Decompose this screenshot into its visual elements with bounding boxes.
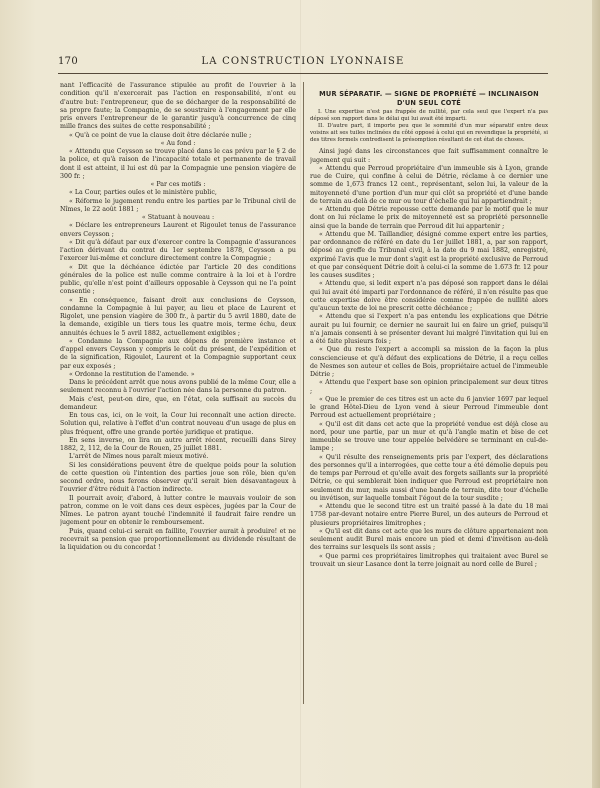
paragraph: « Déclare les entrepreneurs Laurent et Rigoulet tenus de l'assurance envers Ceysson ; — [60, 222, 296, 238]
paragraph: « Dit que la déchéance édictée par l'article 20 des conditions générales de la police est nulle comme contraire à la loi et à l'ordre public, qu'elle n'est point d'ailleurs opposable à Ceysson qui ne l'a point consentie ; — [60, 263, 296, 296]
paragraph: « Attendu que, si ledit expert n'a pas déposé son rapport dans le délai qui lui avait été imparti par l'ordonnance de référé, il n'en résulte pas que cette expertise doive être considérée comme frappée de nullité alors qu'aucun texte de loi ne prescrit cette déchéance ; — [310, 280, 548, 313]
paragraph: En sens inverse, on lira un autre arrêt récent, recueilli dans Sirey 1882, 2, 112, de la Cour de Rouen, 25 juillet 1881. — [60, 436, 296, 452]
article-summary — [310, 109, 548, 144]
summary-paragraph: II. D'autre part, il importe peu que le sommité d'un mur séparatif entre deux voisins ait ses tuiles inclinées du côté opposé à celui qui en revendique la propriété, si des titres formels contredisent la présomption résultant de cet état de choses. — [310, 123, 548, 144]
page-edge — [592, 0, 600, 788]
summary-paragraph: I. Une expertise n'est pas frappée de nullité, par cela seul que l'expert n'a pas déposé son rapport dans le délai qui lui avait été imparti. — [310, 109, 548, 123]
paragraph: « Que le premier de ces titres est un acte du 6 janvier 1697 par lequel le grand Hôtel-Dieu de Lyon vend à sieur Perroud l'immeuble dont Perroud est actuellement propriétaire ; — [310, 395, 548, 420]
paragraph: « Au fond : — [160, 139, 196, 147]
paragraph: « Attendu que M. Taillandier, désigné comme expert entre les parties, par ordonnance de référé en date du 1er juillet 1881, a, par son rapport, déposé au greffe du Tribunal civil, à la date du 9 mai 1882, enregistré, exprimé l'avis que le mur dont s'agit est la propriété exclusive de Perroud et que par conséquent Détrie doit à celui-ci la somme de 1.673 fr. 12 pour les causes susdites ; — [310, 230, 548, 280]
paragraph: « Qu'à ce point de vue la clause doit être déclarée nulle ; — [69, 131, 252, 139]
paragraph: « La Cour, parties ouïes et le ministère public, — [69, 189, 217, 197]
paragraph: Puis, quand celui-ci serait en faillite, l'ouvrier aurait à produire! et ne recevrait sa pension que proportionnellement au dividende résultant de la liquidation ou du concordat ! — [60, 527, 296, 551]
paragraph: nant l'efficacité de l'assurance stipulée au profit de l'ouvrier à la condition qu'il n'exercerait pas l'action en responsabilité, n'ont eu d'autre but: l'entrepreneur, que de se décharger de la responsabilité de sa propre faute; la Compagnie, de se soustraire à l'engagement par elle pris envers l'entrepreneur de le garantir jusqu'à concurrence de cinq mille francs des suites de cette responsabilité ; — [60, 82, 296, 131]
paragraph: Si les considérations peuvent être de quelque poids pour la solution de cette question où l'intention des parties joue son rôle, bien qu'en second ordre, nous ferons observer qu'il serait bien désavantageux à l'ouvrier d'être réduit à l'action indirecte. — [60, 461, 296, 494]
paragraph: « Statuant à nouveau : — [141, 214, 215, 221]
paragraph: « Ordonne la restitution de l'amende. » — [69, 370, 195, 378]
page-number: 170 — [58, 56, 78, 67]
paragraph: En tous cas, ici, on le voit, la Cour lui reconnaît une action directe. Solution qui, relative à l'effet d'un contrat nouveau d'un usage de plus en plus fréquent, offre une grande portée juridique et pratique. — [60, 412, 296, 436]
paragraph: « Qu'il est dit dans cet acte que les murs de clôture appartenaient non seulement audit Burel mais encore un pied et demi d'invétison au-delà des terrains sur lesquels ils sont assis ; — [310, 527, 548, 552]
paragraph: « Attendu que Ceysson se trouve placé dans le cas prévu par le § 2 de la police, et qu'à raison de l'incapacité totale et permanente de travail dont il est atteint, il lui est dû par la Compagnie une pension viagère de 300 fr. ; — [60, 148, 296, 180]
paragraph: « Réforme le jugement rendu entre les parties par le Tribunal civil de Nîmes, le 22 août 1881 ; — [60, 197, 296, 213]
paragraph: « Que du reste l'expert a accompli sa mission de la façon la plus consciencieuse et qu'à défaut des explications de Détrie, il a reçu celles de Nesmes son auteur et celles de Bois, propriétaire actuel de l'immeuble Détrie ; — [310, 346, 548, 379]
paragraph: « En conséquence, faisant droit aux conclusions de Ceysson, condamne la Compagnie à lui payer, au lieu et place de Laurent et Rigolet, une pension viagère de 300 fr., à partir du 5 avril 1880, date de la demande, exigible un tiers tous les quatre mois, terme échu, deux annuités échues le 5 avril 1882, actuellement exigibles ; — [60, 296, 296, 337]
paragraph: Ainsi jugé dans les circonstances que fait suffisamment connaître le jugement qui suit : — [310, 148, 548, 164]
paragraph: « Par ces motifs : — [150, 181, 206, 188]
article-title: MUR SÉPARATIF. — SIGNE DE PROPRIÉTÉ — INCLINAISON D'UN SEUL COTÉ — [319, 90, 539, 107]
paragraph: « Qu'il est dit dans cet acte que la propriété vendue est déjà close au nord, pour une partie, par un mur et qu'à l'angle matin et bise de cet immeuble se trouve une tour appelée belvédère se terminant en cul-de-lampe ; — [310, 420, 548, 453]
paragraph: « Condamne la Compagnie aux dépens de première instance et d'appel envers Ceysson y compris le coût du présent, de l'expédition et de la signification, Rigoulet, Laurent et la Compagnie supportant ceux par eux exposés ; — [60, 337, 296, 370]
paragraph: « Que parmi ces propriétaires limitrophes qui traitaient avec Burel se trouvait un sieur Lasance dont la terre joignait au nord celle de Burel ; — [310, 552, 548, 568]
paragraph: « Attendu que l'expert base son opinion principalement sur deux titres ; — [310, 379, 548, 395]
paragraph: Il pourrait avoir, d'abord, à lutter contre le mauvais vouloir de son patron, comme on le voit dans ces deux espèces, jugées par la Cour de Nîmes. Le patron ayant touché l'indemnité il faudrait faire rendre un jugement pour en obtenir le remboursement. — [60, 494, 296, 527]
header-rule — [58, 73, 548, 74]
paragraph: « Attendu que si l'expert n'a pas entendu les explications que Détrie aurait pu lui fournir, ce dernier ne saurait lui en faire un grief, puisqu'il n'a jamais consenti à se présenter devant lui malgré l'invitation qui lui en a été faite plusieurs fois ; — [310, 313, 548, 346]
paragraph: Dans le précédent arrêt que nous avons publié de la même Cour, elle a seulement reconnu à l'ouvrier l'action née dans la personne du patron. — [60, 379, 296, 395]
paragraph: « Attendu que Détrie repousse cette demande par le motif que le mur dont on lui réclame le prix de mitoyenneté est sa propriété personnelle ainsi que la bande de terrain que Perroud dit lui appartenir ; — [310, 206, 548, 230]
column-divider — [303, 82, 304, 704]
article-body — [310, 148, 548, 569]
paragraph: L'arrêt de Nîmes nous paraît mieux motivé. — [69, 453, 209, 461]
left-column — [60, 82, 296, 702]
right-column — [310, 82, 548, 702]
paragraph: « Attendu que le second titre est un traité passé à la date du 18 mai 1758 par-devant notaire entre Pierre Burel, un des auteurs de Perroud et plusieurs propriétaires limitrophes ; — [310, 503, 548, 527]
paragraph: « Attendu que Perroud propriétaire d'un immeuble sis à Lyon, grande rue de Cuire, qui confine à celui de Détrie, réclame à ce dernier une somme de 1,673 francs 12 cent., représentant, selon lui, la valeur de la mitoyenneté d'une portion d'un mur qui clôt sa propriété et d'une bande de terrain au-delà de ce mur ou tour d'échelle qui lui appartiendrait ; — [310, 164, 548, 205]
paper-fold — [300, 0, 301, 788]
running-title: LA CONSTRUCTION LYONNAISE — [201, 56, 405, 67]
paragraph: « Dit qu'à défaut par eux d'exercer contre la Compagnie d'assurances l'action dérivant du contrat du 1er septembre 1878, Ceysson a pu l'exercer lui-même et conclure directement contre la Compagnie ; — [60, 238, 296, 263]
paragraph: « Qu'il résulte des renseignements pris par l'expert, des déclarations des personnes qu'il a interrogées, que cette tour a été démolie depuis peu de temps par Perroud et qu'elle avait des forgets saillants sur la propriété Détrie, ce qui semblerait bien indiquer que Perroud est propriétaire non seulement du mur, mais aussi d'une bande de terrain, dite tour d'échelle ou invétison, sur laquelle tombait l'égout de la tour susdite ; — [310, 453, 548, 502]
page-header — [58, 56, 548, 72]
paragraph: Mais c'est, peut-on dire, que, en l'état, cela suffisait au succès du demandeur. — [60, 395, 296, 411]
